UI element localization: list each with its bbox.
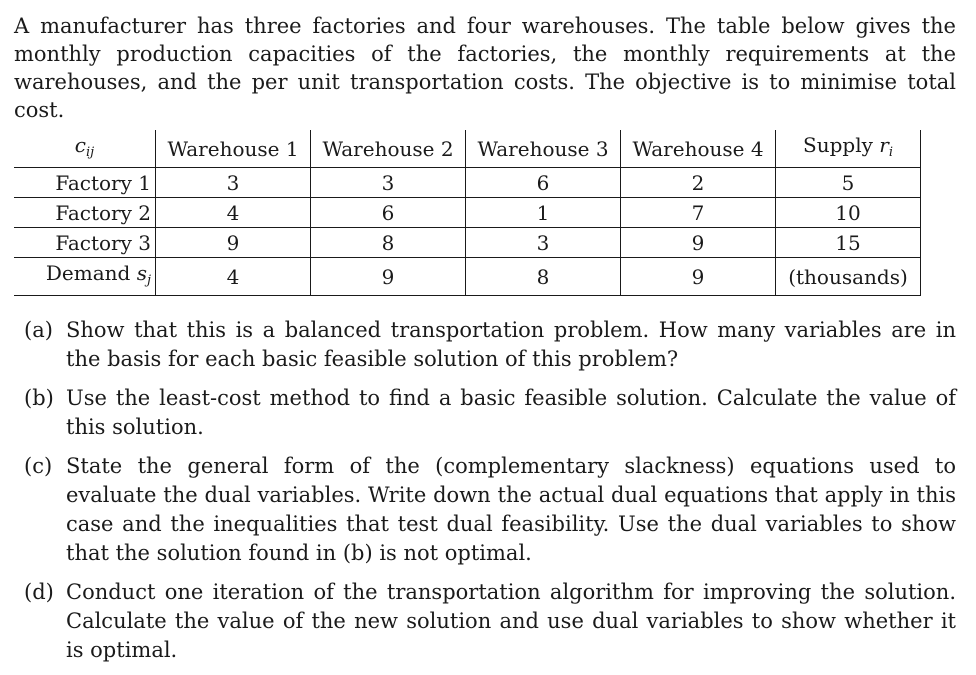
cost-cell: 8 [311,228,466,258]
question-parts [24,316,956,675]
part-text: Use the least-cost method to find a basic feasible solution. Calculate the value of this solution. [66,386,956,439]
cost-cell: 6 [466,168,621,198]
header-warehouse-4: Warehouse 4 [621,130,776,168]
cost-cell: 2 [621,168,776,198]
part-text: State the general form of the (complementary slackness) equations used to evaluate the dual variables. Write down the actual dual equations that apply in this case and the inequalities that test dual feasibility. Use the dual variables to show that the solution found in (b) is not optimal. [66,454,956,565]
part-label: (b) [24,386,54,410]
cost-cell: 3 [311,168,466,198]
transportation-table [14,130,921,296]
problem-intro: A manufacturer has three factories and four warehouses. The table below gives the monthly production capacities of the factories, the monthly requirements at the warehouses, and the per unit transportation costs. The objective is to minimise total cost. [14,14,956,122]
demand-subscript: j [146,273,151,288]
header-warehouse-3: Warehouse 3 [466,130,621,168]
cost-cell: 9 [621,228,776,258]
question-part-b [24,384,956,442]
question-part-a [24,316,956,374]
row-label: Factory 2 [14,198,156,228]
row-label: Factory 3 [14,228,156,258]
demand-cell: 9 [621,258,776,296]
cost-cell: 4 [156,198,311,228]
cost-symbol: c [74,133,86,157]
question-part-c [24,452,956,568]
table-row [14,228,921,258]
units-note: (thousands) [776,258,921,296]
header-warehouse-1: Warehouse 1 [156,130,311,168]
header-warehouse-2: Warehouse 2 [311,130,466,168]
supply-symbol: r [879,133,889,157]
demand-cell: 4 [156,258,311,296]
table-row [14,198,921,228]
part-label: (a) [24,318,53,342]
supply-cell: 5 [776,168,921,198]
cost-cell: 6 [311,198,466,228]
supply-cell: 15 [776,228,921,258]
table-row [14,168,921,198]
supply-cell: 10 [776,198,921,228]
demand-cell: 8 [466,258,621,296]
part-text: Conduct one iteration of the transportation algorithm for improving the solution. Calculate the value of the new solution and use dual variables to show whether it is optimal. [66,580,956,662]
supply-label: Supply [803,133,880,157]
question-part-d [24,578,956,665]
row-label: Factory 1 [14,168,156,198]
cost-subscript: ij [86,145,95,160]
demand-row [14,258,921,296]
cost-cell: 3 [156,168,311,198]
demand-cell: 9 [311,258,466,296]
table-header-row [14,130,921,168]
part-text: Show that this is a balanced transportation problem. How many variables are in the basis for each basic feasible solution of this problem? [66,318,956,371]
part-label: (d) [24,580,54,604]
demand-label [14,258,156,296]
cost-cell: 1 [466,198,621,228]
part-label: (c) [24,454,53,478]
header-supply [776,130,921,168]
demand-symbol: s [136,261,147,285]
cost-cell: 7 [621,198,776,228]
corner-cost-label [14,130,156,168]
demand-label-text: Demand [45,261,137,285]
supply-subscript: i [888,145,893,160]
cost-cell: 9 [156,228,311,258]
cost-cell: 3 [466,228,621,258]
